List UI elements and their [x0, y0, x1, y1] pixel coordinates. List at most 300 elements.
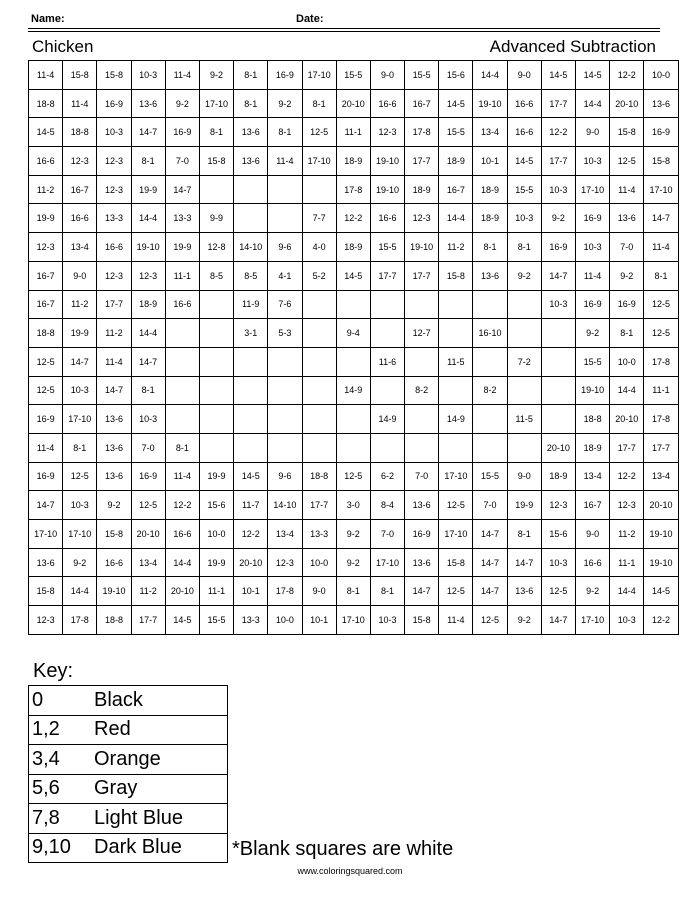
grid-cell: 11-6 — [370, 347, 404, 376]
grid-cell: 10-0 — [644, 61, 678, 90]
grid-cell: 13-6 — [644, 89, 678, 118]
grid-cell — [199, 347, 233, 376]
key-value: 5,6 — [29, 774, 95, 804]
grid-cell: 18-9 — [473, 204, 507, 233]
grid-cell: 9-0 — [507, 61, 541, 90]
key-value: 3,4 — [29, 745, 95, 775]
grid-cell: 14-10 — [234, 233, 268, 262]
grid-cell: 10-3 — [541, 290, 575, 319]
grid-cell: 13-6 — [405, 491, 439, 520]
grid-cell: 13-6 — [131, 89, 165, 118]
grid-cell: 14-4 — [131, 204, 165, 233]
grid-cell: 16-9 — [405, 520, 439, 549]
grid-cell: 15-5 — [576, 347, 610, 376]
grid-cell: 9-2 — [507, 606, 541, 635]
grid-row — [29, 319, 679, 348]
grid-cell — [507, 433, 541, 462]
grid-cell: 10-0 — [610, 347, 644, 376]
grid-cell: 13-6 — [234, 118, 268, 147]
grid-cell: 8-5 — [234, 261, 268, 290]
grid-cell: 19-10 — [644, 548, 678, 577]
grid-cell: 13-6 — [507, 577, 541, 606]
grid-cell: 13-6 — [473, 261, 507, 290]
grid-cell: 9-2 — [576, 319, 610, 348]
grid-row — [29, 118, 679, 147]
grid-cell: 12-5 — [473, 606, 507, 635]
grid-cell: 11-4 — [63, 89, 97, 118]
grid-cell: 11-4 — [165, 462, 199, 491]
grid-cell: 20-10 — [131, 520, 165, 549]
grid-cell: 15-5 — [370, 233, 404, 262]
header-rule — [28, 28, 660, 29]
grid-cell: 16-7 — [439, 175, 473, 204]
grid-cell: 17-8 — [268, 577, 302, 606]
grid-cell: 17-7 — [405, 147, 439, 176]
grid-cell: 14-5 — [234, 462, 268, 491]
grid-cell: 10-3 — [507, 204, 541, 233]
grid-row — [29, 405, 679, 434]
grid-cell: 10-3 — [576, 233, 610, 262]
grid-cell: 9-2 — [541, 204, 575, 233]
grid-cell — [439, 433, 473, 462]
grid-cell: 9-0 — [576, 118, 610, 147]
grid-cell: 13-3 — [302, 520, 336, 549]
grid-cell: 8-1 — [63, 433, 97, 462]
grid-cell: 17-10 — [199, 89, 233, 118]
header-rule-double — [28, 31, 660, 32]
grid-cell: 13-6 — [97, 462, 131, 491]
grid-cell: 15-6 — [541, 520, 575, 549]
grid-cell — [541, 347, 575, 376]
grid-cell: 16-10 — [473, 319, 507, 348]
grid-cell: 8-1 — [507, 520, 541, 549]
grid-cell: 10-3 — [131, 61, 165, 90]
grid-cell: 12-3 — [541, 491, 575, 520]
grid-cell: 9-2 — [63, 548, 97, 577]
grid-cell: 12-5 — [610, 147, 644, 176]
grid-cell: 11-4 — [29, 61, 63, 90]
grid-cell — [234, 376, 268, 405]
grid-cell: 13-4 — [63, 233, 97, 262]
grid-cell: 17-7 — [131, 606, 165, 635]
grid-cell: 15-8 — [97, 61, 131, 90]
blank-squares-note: *Blank squares are white — [232, 838, 454, 860]
grid-cell: 16-9 — [165, 118, 199, 147]
grid-cell: 4-1 — [268, 261, 302, 290]
grid-cell: 8-1 — [268, 118, 302, 147]
grid-cell: 9-0 — [576, 520, 610, 549]
grid-cell — [234, 405, 268, 434]
grid-cell: 12-7 — [405, 319, 439, 348]
grid-cell: 19-9 — [29, 204, 63, 233]
grid-cell: 15-5 — [439, 118, 473, 147]
grid-cell: 13-4 — [644, 462, 678, 491]
grid-cell — [336, 290, 370, 319]
key-color: Orange — [94, 745, 228, 775]
grid-cell: 11-5 — [507, 405, 541, 434]
grid-cell: 14-7 — [165, 175, 199, 204]
grid-cell: 10-0 — [268, 606, 302, 635]
grid-cell: 14-7 — [405, 577, 439, 606]
grid-cell: 11-4 — [268, 147, 302, 176]
key-row — [29, 686, 228, 716]
grid-cell: 17-10 — [439, 462, 473, 491]
grid-cell: 14-4 — [131, 319, 165, 348]
grid-cell — [268, 376, 302, 405]
grid-cell: 19-10 — [576, 376, 610, 405]
grid-cell: 15-6 — [439, 61, 473, 90]
grid-cell: 12-5 — [644, 290, 678, 319]
grid-cell: 3-0 — [336, 491, 370, 520]
grid-cell: 14-5 — [165, 606, 199, 635]
grid-cell: 9-2 — [336, 520, 370, 549]
grid-cell: 7-0 — [370, 520, 404, 549]
grid-cell — [268, 433, 302, 462]
grid-cell: 12-3 — [29, 233, 63, 262]
grid-cell: 9-0 — [370, 61, 404, 90]
grid-cell — [234, 347, 268, 376]
grid-cell: 9-0 — [507, 462, 541, 491]
grid-cell: 13-3 — [234, 606, 268, 635]
grid-cell: 14-5 — [439, 89, 473, 118]
grid-cell: 5-2 — [302, 261, 336, 290]
grid-row — [29, 261, 679, 290]
grid-cell: 17-10 — [302, 61, 336, 90]
grid-cell: 14-7 — [473, 577, 507, 606]
grid-cell: 14-4 — [473, 61, 507, 90]
grid-cell: 8-1 — [473, 233, 507, 262]
grid-cell: 20-10 — [336, 89, 370, 118]
grid-cell: 15-6 — [199, 491, 233, 520]
grid-cell: 11-2 — [131, 577, 165, 606]
grid-cell: 13-4 — [131, 548, 165, 577]
grid-cell: 17-10 — [439, 520, 473, 549]
grid-cell: 11-2 — [63, 290, 97, 319]
grid-cell: 11-7 — [234, 491, 268, 520]
grid-cell: 7-2 — [507, 347, 541, 376]
grid-cell: 14-9 — [336, 376, 370, 405]
grid-cell — [336, 405, 370, 434]
grid-cell: 13-4 — [473, 118, 507, 147]
grid-cell: 11-4 — [97, 347, 131, 376]
grid-cell: 15-8 — [199, 147, 233, 176]
grid-cell: 14-4 — [610, 577, 644, 606]
grid-cell: 14-10 — [268, 491, 302, 520]
key-value: 0 — [29, 686, 95, 716]
grid-cell: 20-10 — [234, 548, 268, 577]
grid-cell: 16-7 — [29, 261, 63, 290]
grid-cell: 15-5 — [507, 175, 541, 204]
grid-cell — [405, 433, 439, 462]
grid-cell: 16-9 — [29, 462, 63, 491]
grid-cell: 14-4 — [165, 548, 199, 577]
grid-cell: 17-10 — [336, 606, 370, 635]
grid-cell: 16-9 — [541, 233, 575, 262]
grid-cell: 16-7 — [29, 290, 63, 319]
grid-cell — [507, 319, 541, 348]
grid-cell: 16-7 — [405, 89, 439, 118]
grid-cell: 11-2 — [610, 520, 644, 549]
grid-cell: 8-1 — [199, 118, 233, 147]
grid-cell: 11-1 — [610, 548, 644, 577]
grid-cell: 14-4 — [63, 577, 97, 606]
grid-cell — [507, 290, 541, 319]
grid-cell: 18-9 — [439, 147, 473, 176]
grid-cell: 13-3 — [97, 204, 131, 233]
grid-cell: 12-3 — [97, 175, 131, 204]
grid-cell: 12-3 — [97, 147, 131, 176]
grid-cell — [473, 347, 507, 376]
grid-cell: 13-4 — [268, 520, 302, 549]
grid-cell — [336, 347, 370, 376]
grid-cell — [302, 290, 336, 319]
grid-cell: 11-1 — [165, 261, 199, 290]
grid-cell: 13-6 — [29, 548, 63, 577]
grid-cell: 13-4 — [576, 462, 610, 491]
grid-row — [29, 61, 679, 90]
grid-cell — [302, 319, 336, 348]
grid-cell: 14-7 — [29, 491, 63, 520]
grid-cell — [405, 290, 439, 319]
grid-cell: 14-5 — [541, 61, 575, 90]
grid-cell: 19-10 — [131, 233, 165, 262]
puzzle-grid — [28, 60, 679, 635]
grid-cell: 7-0 — [131, 433, 165, 462]
grid-cell: 11-4 — [29, 433, 63, 462]
grid-cell: 18-9 — [576, 433, 610, 462]
grid-cell: 16-7 — [576, 491, 610, 520]
grid-cell: 12-5 — [439, 491, 473, 520]
grid-cell: 16-9 — [644, 118, 678, 147]
grid-cell: 9-2 — [97, 491, 131, 520]
grid-cell: 14-5 — [507, 147, 541, 176]
grid-row — [29, 548, 679, 577]
grid-cell — [439, 376, 473, 405]
grid-cell: 16-6 — [29, 147, 63, 176]
key-value: 1,2 — [29, 715, 95, 745]
grid-cell: 14-7 — [541, 606, 575, 635]
grid-cell: 17-7 — [302, 491, 336, 520]
grid-cell — [302, 433, 336, 462]
key-row — [29, 715, 228, 745]
grid-cell: 16-6 — [507, 89, 541, 118]
grid-cell: 10-0 — [199, 520, 233, 549]
grid-cell: 8-1 — [234, 61, 268, 90]
grid-cell: 20-10 — [644, 491, 678, 520]
grid-cell: 9-2 — [576, 577, 610, 606]
grid-cell: 17-10 — [370, 548, 404, 577]
grid-cell: 13-3 — [165, 204, 199, 233]
grid-cell: 8-1 — [644, 261, 678, 290]
grid-cell: 15-8 — [439, 548, 473, 577]
grid-cell: 9-2 — [507, 261, 541, 290]
grid-cell — [541, 405, 575, 434]
grid-row — [29, 433, 679, 462]
grid-cell — [302, 175, 336, 204]
key-value: 9,10 — [29, 833, 95, 863]
grid-cell: 15-8 — [97, 520, 131, 549]
grid-cell: 12-3 — [610, 491, 644, 520]
grid-cell: 15-8 — [405, 606, 439, 635]
grid-cell: 19-9 — [199, 548, 233, 577]
grid-cell: 9-2 — [610, 261, 644, 290]
key-color: Black — [94, 686, 228, 716]
grid-cell: 10-3 — [576, 147, 610, 176]
grid-cell: 12-3 — [29, 606, 63, 635]
grid-cell — [199, 175, 233, 204]
grid-cell: 12-3 — [131, 261, 165, 290]
key-row — [29, 774, 228, 804]
grid-cell: 8-1 — [370, 577, 404, 606]
grid-cell: 14-7 — [473, 520, 507, 549]
grid-cell: 19-9 — [63, 319, 97, 348]
grid-cell: 19-10 — [370, 175, 404, 204]
key-color: Light Blue — [94, 804, 228, 834]
grid-row — [29, 175, 679, 204]
grid-cell: 10-3 — [97, 118, 131, 147]
grid-cell: 18-9 — [336, 147, 370, 176]
grid-row — [29, 606, 679, 635]
grid-cell: 7-7 — [302, 204, 336, 233]
grid-cell: 9-6 — [268, 233, 302, 262]
name-label: Name: — [31, 13, 65, 25]
grid-cell: 18-8 — [576, 405, 610, 434]
grid-cell: 15-5 — [336, 61, 370, 90]
grid-cell: 14-7 — [131, 118, 165, 147]
grid-cell: 11-2 — [97, 319, 131, 348]
grid-cell: 9-0 — [302, 577, 336, 606]
grid-cell: 12-8 — [199, 233, 233, 262]
grid-cell: 10-0 — [302, 548, 336, 577]
grid-cell — [302, 405, 336, 434]
grid-cell: 16-6 — [507, 118, 541, 147]
grid-cell — [302, 347, 336, 376]
footer-url: www.coloringsquared.com — [297, 866, 403, 876]
grid-cell: 15-5 — [199, 606, 233, 635]
grid-cell: 13-6 — [97, 433, 131, 462]
grid-cell: 12-2 — [234, 520, 268, 549]
grid-cell: 14-4 — [439, 204, 473, 233]
grid-cell: 12-2 — [541, 118, 575, 147]
grid-row — [29, 233, 679, 262]
grid-cell: 17-7 — [610, 433, 644, 462]
key-row — [29, 833, 228, 863]
grid-cell: 8-1 — [165, 433, 199, 462]
grid-cell: 17-7 — [644, 433, 678, 462]
key-row — [29, 745, 228, 775]
grid-cell: 8-1 — [302, 89, 336, 118]
grid-cell: 12-2 — [336, 204, 370, 233]
grid-cell: 12-5 — [29, 376, 63, 405]
grid-cell: 12-2 — [165, 491, 199, 520]
grid-cell — [473, 290, 507, 319]
grid-cell: 13-6 — [610, 204, 644, 233]
grid-cell — [268, 204, 302, 233]
grid-cell — [439, 290, 473, 319]
grid-cell: 9-9 — [199, 204, 233, 233]
grid-cell: 18-9 — [131, 290, 165, 319]
grid-cell: 18-9 — [405, 175, 439, 204]
grid-cell: 16-6 — [165, 520, 199, 549]
grid-cell: 16-6 — [97, 548, 131, 577]
grid-cell — [199, 319, 233, 348]
grid-row — [29, 347, 679, 376]
grid-cell: 14-7 — [473, 548, 507, 577]
grid-cell: 18-8 — [29, 319, 63, 348]
worksheet-title: Chicken — [32, 37, 94, 56]
grid-cell — [370, 290, 404, 319]
grid-cell: 12-2 — [610, 61, 644, 90]
grid-cell: 11-4 — [610, 175, 644, 204]
grid-row — [29, 491, 679, 520]
grid-cell: 14-9 — [370, 405, 404, 434]
grid-cell: 18-9 — [336, 233, 370, 262]
grid-cell: 9-2 — [268, 89, 302, 118]
grid-cell — [541, 376, 575, 405]
grid-cell: 8-4 — [370, 491, 404, 520]
grid-cell: 6-2 — [370, 462, 404, 491]
grid-cell: 16-9 — [576, 204, 610, 233]
grid-cell: 19-9 — [165, 233, 199, 262]
grid-cell: 10-1 — [234, 577, 268, 606]
grid-cell — [234, 175, 268, 204]
grid-cell: 11-1 — [644, 376, 678, 405]
grid-cell: 19-9 — [131, 175, 165, 204]
grid-cell: 16-9 — [268, 61, 302, 90]
grid-cell: 20-10 — [165, 577, 199, 606]
key-color: Red — [94, 715, 228, 745]
grid-cell: 8-1 — [336, 577, 370, 606]
grid-cell: 8-1 — [131, 147, 165, 176]
grid-cell: 12-5 — [541, 577, 575, 606]
grid-cell — [268, 175, 302, 204]
grid-cell: 14-7 — [541, 261, 575, 290]
grid-cell: 9-4 — [336, 319, 370, 348]
grid-cell — [370, 433, 404, 462]
grid-cell: 10-3 — [541, 548, 575, 577]
grid-cell — [405, 347, 439, 376]
grid-cell: 17-8 — [63, 606, 97, 635]
grid-cell: 8-1 — [610, 319, 644, 348]
grid-cell: 12-3 — [97, 261, 131, 290]
grid-cell — [199, 376, 233, 405]
grid-cell: 8-5 — [199, 261, 233, 290]
grid-cell: 19-9 — [199, 462, 233, 491]
grid-cell: 15-8 — [644, 147, 678, 176]
grid-cell — [405, 405, 439, 434]
grid-cell: 20-10 — [610, 405, 644, 434]
grid-cell: 8-2 — [473, 376, 507, 405]
grid-cell: 17-8 — [644, 347, 678, 376]
grid-cell: 17-10 — [29, 520, 63, 549]
grid-cell: 17-10 — [63, 405, 97, 434]
grid-cell: 15-5 — [405, 61, 439, 90]
grid-cell: 14-4 — [576, 89, 610, 118]
grid-cell: 14-4 — [610, 376, 644, 405]
grid-cell: 8-1 — [234, 89, 268, 118]
grid-cell: 11-9 — [234, 290, 268, 319]
grid-cell: 11-4 — [644, 233, 678, 262]
grid-cell: 18-8 — [97, 606, 131, 635]
grid-cell: 12-5 — [63, 462, 97, 491]
grid-cell — [268, 347, 302, 376]
grid-cell: 19-10 — [97, 577, 131, 606]
grid-cell: 16-6 — [576, 548, 610, 577]
grid-cell — [199, 290, 233, 319]
grid-cell: 16-9 — [97, 89, 131, 118]
grid-cell: 12-2 — [610, 462, 644, 491]
grid-cell: 16-6 — [370, 89, 404, 118]
